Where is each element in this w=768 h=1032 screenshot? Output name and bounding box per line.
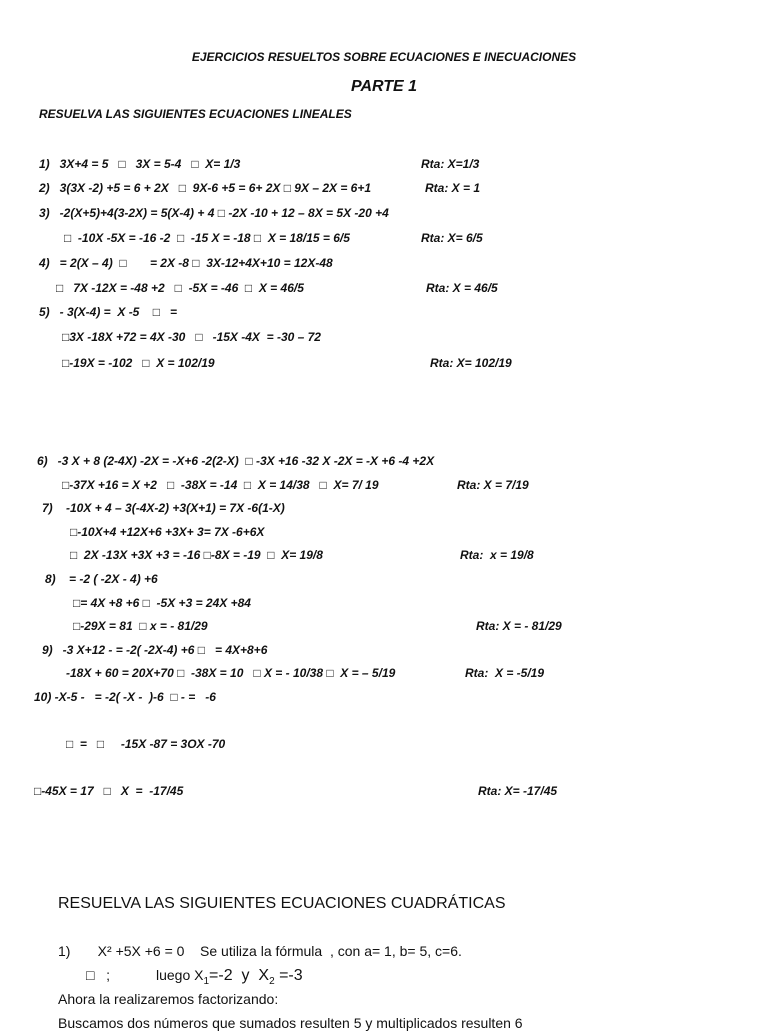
answer-7: Rta: x = 19/8	[460, 548, 534, 562]
quadratic-item-1: 1) X² +5X +6 = 0 Se utiliza la fórmula , con a= 1, b= 5, c=6.	[58, 943, 462, 959]
linear-line-5: 4) = 2(X – 4) □ = 2X -8 □ 3X-12+4X+10 = 12X-48	[39, 256, 333, 270]
linear-line-11: □-37X +16 = X +2 □ -38X = -14 □ X = 14/38 □ X= 7/ 19	[62, 478, 379, 492]
answer-10: Rta: X= -17/45	[478, 784, 558, 798]
linear-line-14: □ 2X -13X +3X +3 = -16 □-8X = -19 □ X= 19/8	[70, 548, 323, 562]
linear-line-7: 5) - 3(X-4) = X -5 □ =	[39, 305, 177, 319]
factoring-intro: Ahora la realizaremos factorizando:	[58, 991, 279, 1007]
linear-line-15: 8) = -2 ( -2X - 4) +6	[45, 572, 158, 586]
answer-3: Rta: X= 6/5	[421, 231, 483, 245]
linear-line-8: □3X -18X +72 = 4X -30 □ -15X -4X = -30 – 72	[62, 330, 321, 344]
linear-section-heading: RESUELVA LAS SIGUIENTES ECUACIONES LINEALES	[39, 107, 352, 121]
linear-line-1: 1) 3X+4 = 5 □ 3X = 5-4 □ X= 1/3	[39, 157, 241, 171]
linear-line-2: 2) 3(3X -2) +5 = 6 + 2X □ 9X-6 +5 = 6+ 2X □ 9X – 2X = 6+1	[39, 181, 372, 195]
linear-line-6: □ 7X -12X = -48 +2 □ -5X = -46 □ X = 46/5	[56, 281, 304, 295]
linear-line-3: 3) -2(X+5)+4(3-2X) = 5(X-4) + 4 □ -2X -10 + 12 – 8X = 5X -20 +4	[39, 206, 389, 220]
linear-line-12: 7) -10X + 4 – 3(-4X-2) +3(X+1) = 7X -6(1-X)	[42, 501, 285, 515]
answer-6: Rta: X = 7/19	[457, 478, 529, 492]
answer-2: Rta: X = 1	[425, 181, 481, 195]
quadratic-section-heading: RESUELVA LAS SIGUIENTES ECUACIONES CUADRÁTICAS	[58, 895, 506, 912]
quadratic-item-1-roots: luego $X_1=-2$ y $X_2 =-3$	[156, 967, 303, 987]
linear-line-20: 10) -X-5 - = -2( -X - )-6 □ - = -6	[34, 690, 216, 704]
linear-line-19: -18X + 60 = 20X+70 □ -38X = 10 □ X = - 10/38 □ X = – 5/19	[66, 666, 396, 680]
answer-9: Rta: X = -5/19	[465, 666, 545, 680]
linear-line-9: □-19X = -102 □ X = 102/19	[62, 356, 215, 370]
linear-line-17: □-29X = 81 □ x = - 81/29	[73, 619, 208, 633]
linear-line-13: □-10X+4 +12X+6 +3X+ 3= 7X -6+6X	[70, 525, 265, 539]
part-heading: PARTE 1	[350, 78, 418, 95]
linear-line-4: □ -10X -5X = -16 -2 □ -15 X = -18 □ X = 18/15 = 6/5	[64, 231, 350, 245]
linear-line-10: 6) -3 X + 8 (2-4X) -2X = -X+6 -2(2-X) □ -3X +16 -32 X -2X = -X +6 -4 +2X	[37, 454, 435, 468]
linear-line-21: □ = □ -15X -87 = 3OX -70	[66, 737, 226, 751]
document-title: EJERCICIOS RESUELTOS SOBRE ECUACIONES E INECUACIONES	[191, 50, 577, 64]
linear-line-18: 9) -3 X+12 - = -2( -2X-4) +6 □ = 4X+8+6	[42, 643, 268, 657]
factoring-hint: Buscamos dos números que sumados resulten 5 y multiplicados resulten 6	[58, 1015, 523, 1031]
linear-line-22: □-45X = 17 □ X = -17/45	[34, 784, 184, 798]
linear-line-16: □= 4X +8 +6 □ -5X +3 = 24X +84	[73, 596, 251, 610]
answer-1: Rta: X=1/3	[421, 157, 480, 171]
answer-5: Rta: X= 102/19	[430, 356, 512, 370]
answer-4: Rta: X = 46/5	[426, 281, 498, 295]
answer-8: Rta: X = - 81/29	[476, 619, 562, 633]
quadratic-item-1-box: □ ;	[86, 967, 111, 983]
